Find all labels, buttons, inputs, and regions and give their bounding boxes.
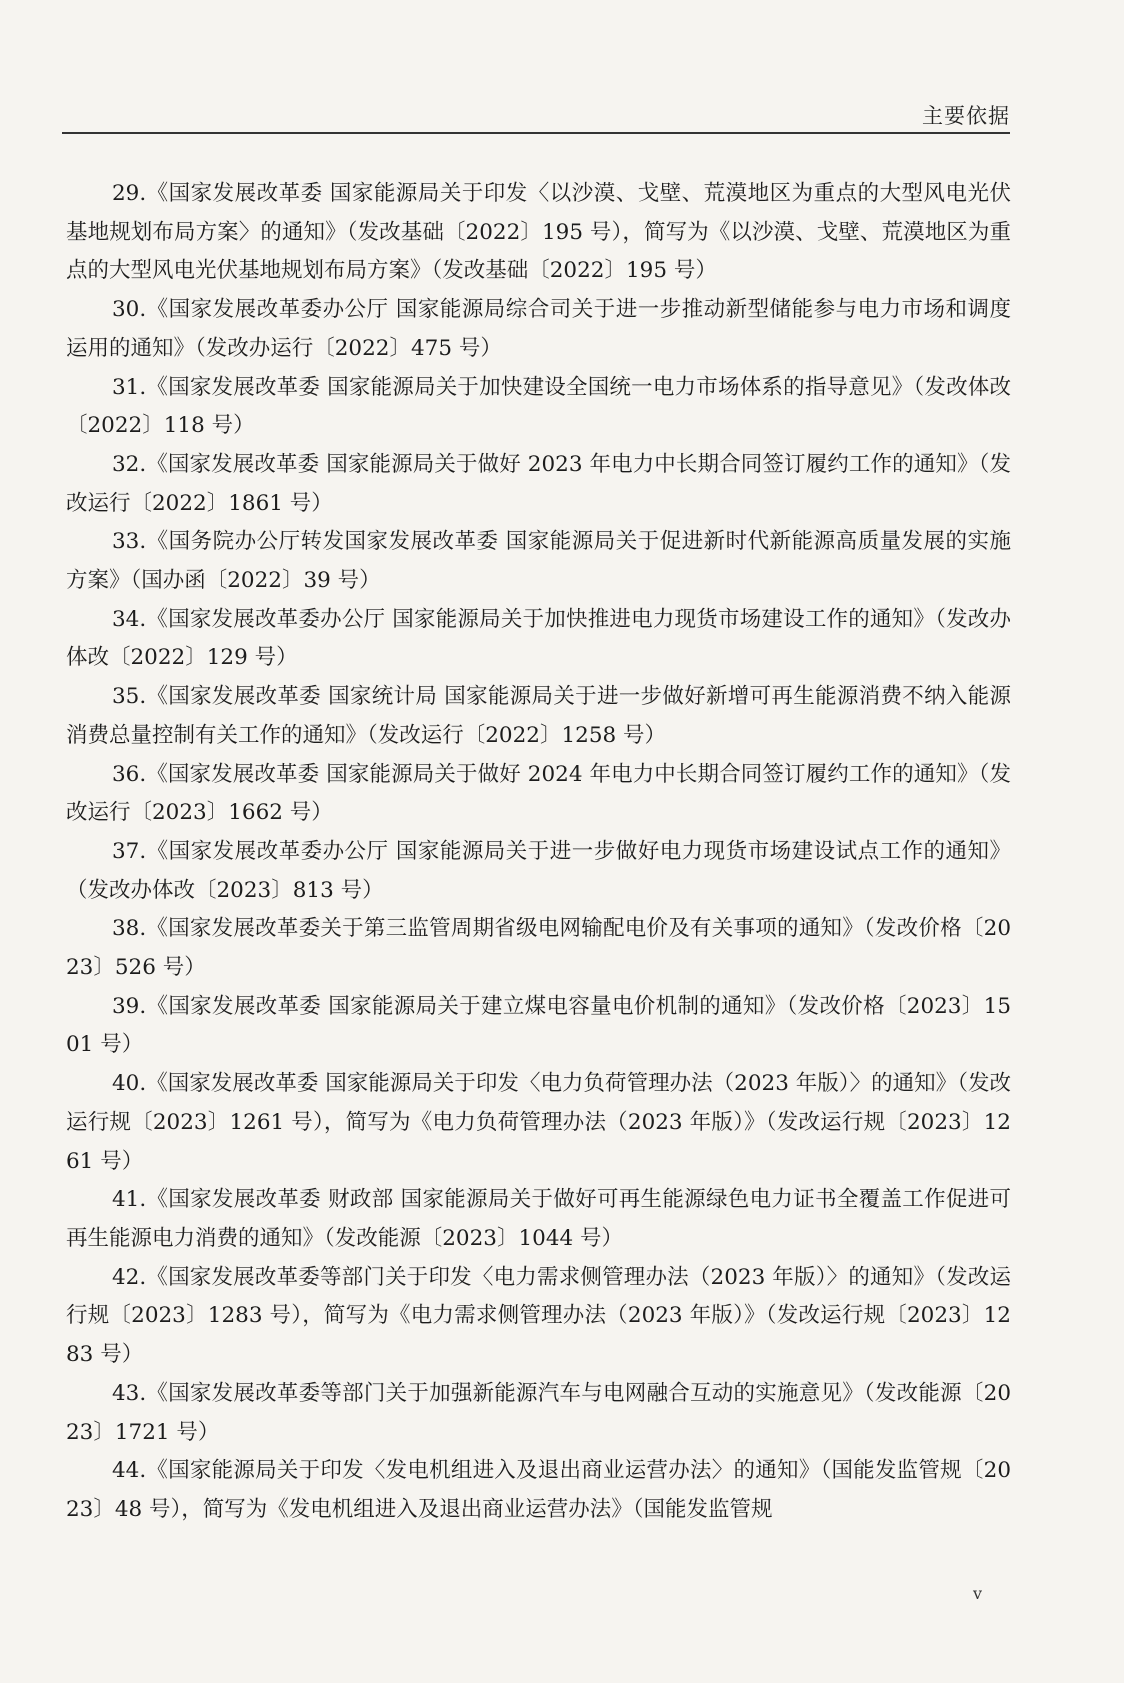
reference-entry-31: 31.《国家发展改革委 国家能源局关于加快建设全国统一电力市场体系的指导意见》（发改体改〔2022〕118 号） <box>66 374 1011 439</box>
reference-entry-36: 36.《国家发展改革委 国家能源局关于做好 2024 年电力中长期合同签订履约工作的通知》（发改运行〔2023〕1662 号） <box>66 761 1011 826</box>
reference-entry-29: 29.《国家发展改革委 国家能源局关于印发〈以沙漠、戈壁、荒漠地区为重点的大型风电光伏基地规划布局方案〉的通知》（发改基础〔2022〕195 号），简写为《以沙漠、戈壁、荒漠地区为重点的大型风电光伏基地规划布局方案》（发改基础〔2022〕195 号） <box>66 181 1011 284</box>
reference-entry-40: 40.《国家发展改革委 国家能源局关于印发〈电力负荷管理办法（2023 年版）〉的通知》（发改运行规〔2023〕1261 号），简写为《电力负荷管理办法（2023 年版）》（发改运行规〔2023〕1261 号） <box>66 1071 1011 1174</box>
reference-entry-44: 44.《国家能源局关于印发〈发电机组进入及退出商业运营办法〉的通知》（国能发监管规〔2023〕48 号），简写为《发电机组进入及退出商业运营办法》（国能发监管规 <box>66 1458 1011 1522</box>
reference-entry-34: 34.《国家发展改革委办公厅 国家能源局关于加快推进电力现货市场建设工作的通知》（发改办体改〔2022〕129 号） <box>66 606 1011 671</box>
reference-entry-37: 37.《国家发展改革委办公厅 国家能源局关于进一步做好电力现货市场建设试点工作的通知》（发改办体改〔2023〕813 号） <box>66 838 1011 903</box>
reference-entry-30: 30.《国家发展改革委办公厅 国家能源局综合司关于进一步推动新型储能参与电力市场和调度运用的通知》（发改办运行〔2022〕475 号） <box>66 297 1011 361</box>
reference-entry-41: 41.《国家发展改革委 财政部 国家能源局关于做好可再生能源绿色电力证书全覆盖工作促进可再生能源电力消费的通知》（发改能源〔2023〕1044 号） <box>66 1187 1011 1251</box>
reference-entry-38: 38.《国家发展改革委关于第三监管周期省级电网输配电价及有关事项的通知》（发改价格〔2023〕526 号） <box>66 916 1011 981</box>
header-divider <box>62 132 1010 134</box>
reference-entry-42: 42.《国家发展改革委等部门关于印发〈电力需求侧管理办法（2023 年版）〉的通知》（发改运行规〔2023〕1283 号），简写为《电力需求侧管理办法（2023 年版）》（发改运行规〔2023〕1283 号） <box>66 1264 1011 1368</box>
reference-entry-39: 39.《国家发展改革委 国家能源局关于建立煤电容量电价机制的通知》（发改价格〔2023〕1501 号） <box>66 993 1011 1058</box>
running-header-title: 主要依据 <box>922 104 1010 128</box>
reference-entry-32: 32.《国家发展改革委 国家能源局关于做好 2023 年电力中长期合同签订履约工作的通知》（发改运行〔2022〕1861 号） <box>66 451 1011 516</box>
reference-list <box>66 175 1011 1530</box>
page-number: v <box>972 1584 982 1603</box>
reference-entry-35: 35.《国家发展改革委 国家统计局 国家能源局关于进一步做好新增可再生能源消费不纳入能源消费总量控制有关工作的通知》（发改运行〔2022〕1258 号） <box>66 684 1011 748</box>
reference-entry-33: 33.《国务院办公厅转发国家发展改革委 国家能源局关于促进新时代新能源高质量发展的实施方案》（国办函〔2022〕39 号） <box>66 529 1011 594</box>
reference-entry-43: 43.《国家发展改革委等部门关于加强新能源汽车与电网融合互动的实施意见》（发改能源〔2023〕1721 号） <box>66 1380 1011 1445</box>
